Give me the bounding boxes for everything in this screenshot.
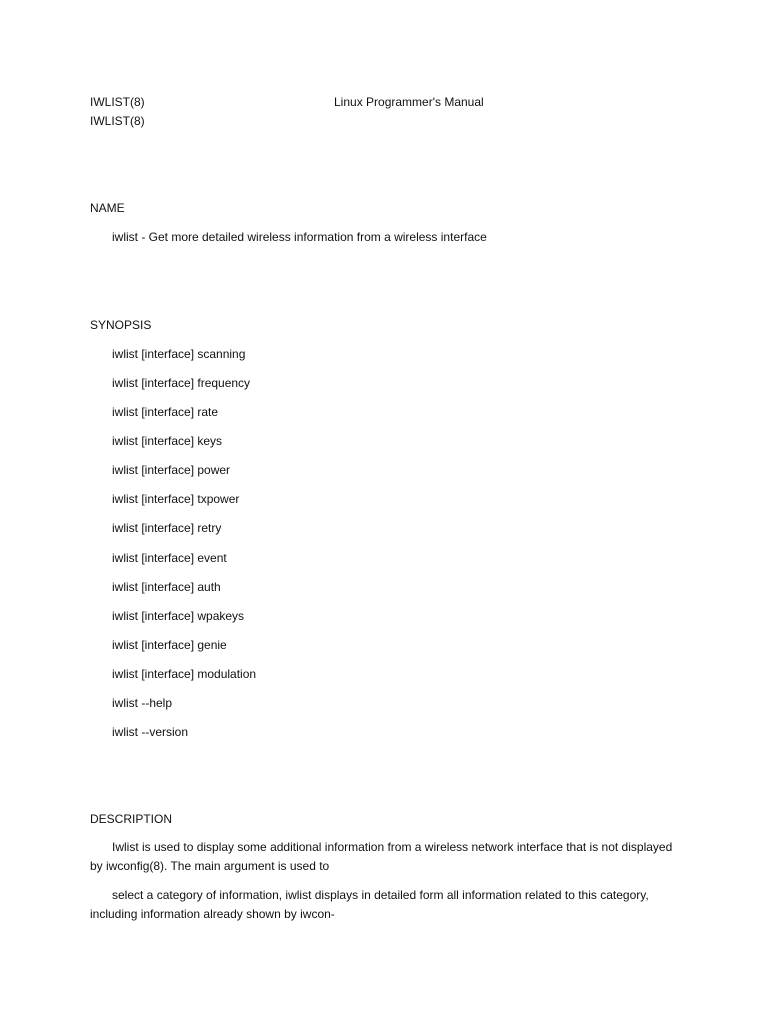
- synopsis-line: iwlist [interface] rate: [112, 405, 219, 419]
- synopsis-line: iwlist [interface] scanning: [112, 347, 246, 361]
- synopsis-line: iwlist [interface] frequency: [112, 376, 251, 390]
- name-heading: NAME: [90, 201, 125, 215]
- synopsis-line: iwlist [interface] genie: [112, 638, 227, 652]
- header-center-title: Linux Programmer's Manual: [334, 95, 484, 109]
- synopsis-line: iwlist [interface] modulation: [112, 667, 257, 681]
- synopsis-line: iwlist [interface] retry: [112, 521, 222, 535]
- synopsis-line: iwlist [interface] power: [112, 463, 231, 477]
- header-left-title: IWLIST(8): [90, 95, 145, 109]
- description-heading: DESCRIPTION: [90, 812, 173, 826]
- description-paragraph: select a category of information, iwlist displays in detailed form all information related to this category, including information already shown by iwcon-: [90, 888, 649, 921]
- header-right-title: IWLIST(8): [90, 114, 145, 128]
- synopsis-line: iwlist [interface] event: [112, 551, 227, 565]
- synopsis-line: iwlist [interface] wpakeys: [112, 609, 245, 623]
- synopsis-line: iwlist [interface] txpower: [112, 492, 240, 506]
- synopsis-line: iwlist --help: [112, 696, 173, 710]
- synopsis-line: iwlist [interface] auth: [112, 580, 221, 594]
- synopsis-heading: SYNOPSIS: [90, 318, 152, 332]
- synopsis-line: iwlist [interface] keys: [112, 434, 223, 448]
- synopsis-line: iwlist --version: [112, 725, 189, 739]
- description-paragraph: Iwlist is used to display some additional information from a wireless network interface that is not displayed by iwconfig(8). The main argument is used to: [90, 840, 673, 873]
- name-text: iwlist - Get more detailed wireless information from a wireless interface: [112, 230, 487, 244]
